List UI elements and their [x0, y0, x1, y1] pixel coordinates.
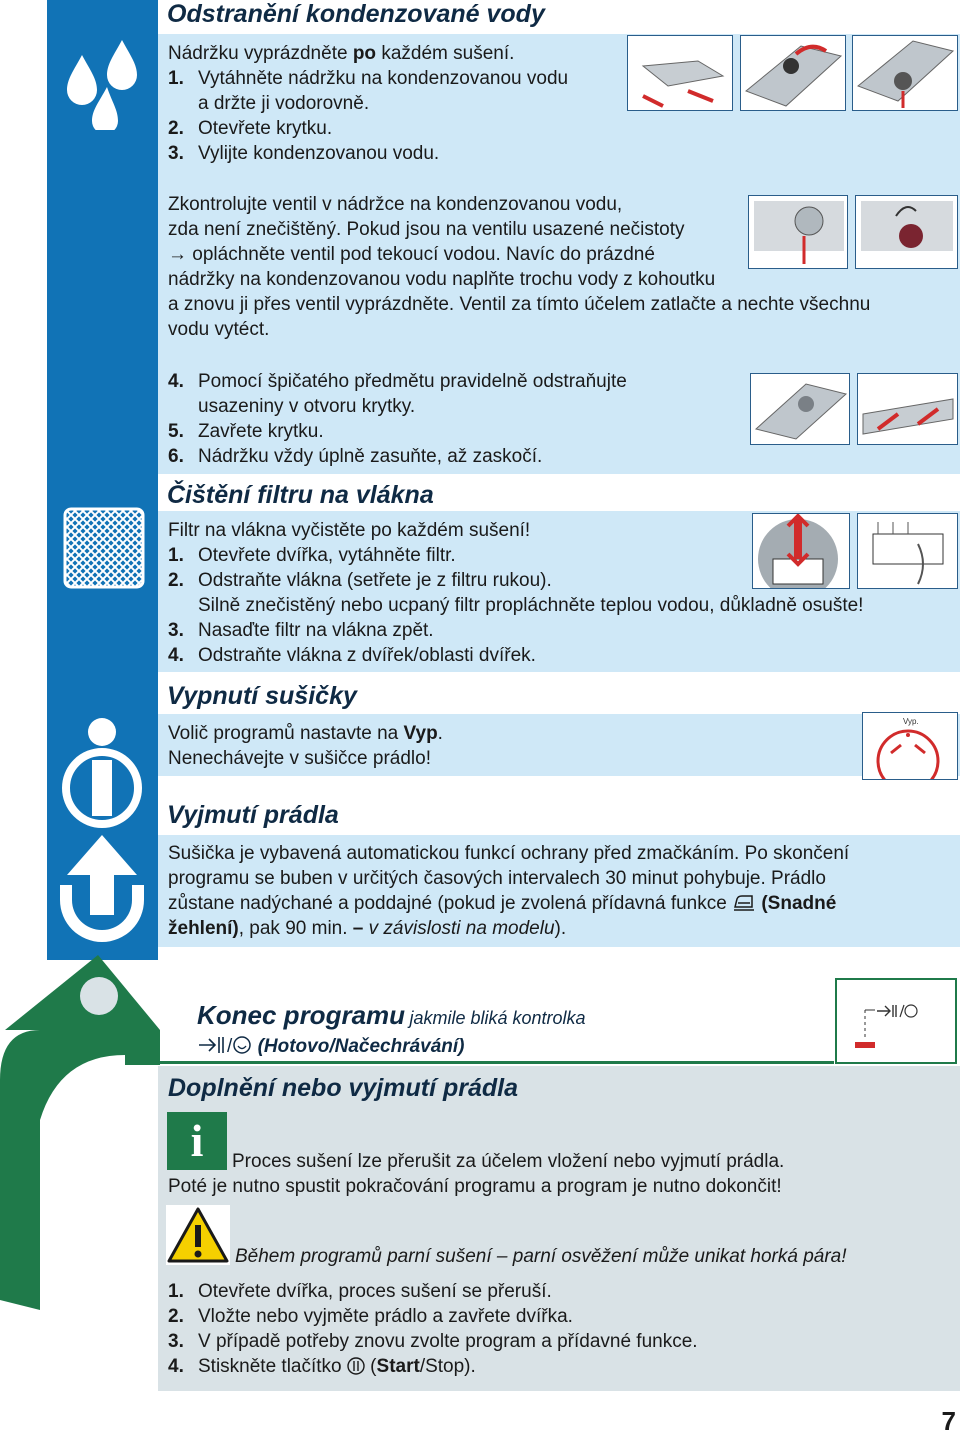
- step: 4. Stiskněte tlačítko (Start/Stop).: [168, 1356, 476, 1377]
- step: 6. Nádržku vždy úplně zasuňte, až zaskočí.: [168, 446, 543, 467]
- step: Silně znečistěný nebo ucpaný filtr propláchněte teplou vodou, důkladně osušte!: [198, 595, 864, 616]
- page-number: 7: [941, 1406, 956, 1436]
- section-title-add-remove: Doplnění nebo vyjmutí prádla: [168, 1074, 519, 1102]
- dial-off-label: Vyp.: [903, 717, 919, 726]
- steps-list-2: [168, 369, 627, 469]
- step: 4. Pomocí špičatého předmětu pravidelně odstraňujte: [168, 371, 627, 392]
- filter-pull-illustration: [752, 513, 850, 589]
- section-title-unload: Vyjmutí prádla: [167, 801, 339, 829]
- valve-press-illustration: [855, 195, 958, 269]
- step: 1. Vytáhněte nádržku na kondenzovanou vodu: [168, 68, 569, 89]
- valve-check-illustration: [748, 195, 848, 269]
- program-end-underline: [158, 1061, 834, 1064]
- program-end-subtitle: / (Hotovo/Načechrávání): [197, 1034, 465, 1058]
- info-box-icon: i: [167, 1112, 227, 1170]
- program-end-heading: Konec programu jakmile bliká kontrolka: [197, 1000, 586, 1030]
- unload-arrow-icon: [52, 830, 152, 945]
- program-dial-illustration: [862, 712, 958, 780]
- lint-filter-icon: [63, 507, 145, 589]
- lid-clean-illustration: [750, 373, 850, 445]
- section-title-lint-filter: Čištění filtru na vlákna: [167, 481, 434, 509]
- tank-open-lid-illustration: [740, 35, 846, 111]
- info-line-2: Poté je nutno spustit pokračování programu a program je nutno dokončit!: [168, 1176, 782, 1197]
- check-paragraph: Zkontrolujte ventil v nádržce na kondenzovanou vodu, zda není znečištěný. Pokud jsou na ventilu usazené nečistoty → opláchněte ventil pod tekoucí vodou. Navíc do prázdné nádržky na kondenzovanou vodu naplňte trochu vody z kohoutku a znovu ji přes ventil vyprázdněte. Ventil za tímto účelem zatlačte a nechte všechnu vodu vytéct.: [168, 194, 871, 340]
- add-remove-steps: [168, 1279, 698, 1379]
- step: 4. Odstraňte vlákna z dvířek/oblasti dvířek.: [168, 645, 536, 666]
- info-line-1: Proces sušení lze přerušit za účelem vložení nebo vyjmutí prádla.: [232, 1151, 785, 1172]
- step: 1. Otevřete dvířka, proces sušení se přeruší.: [168, 1281, 552, 1302]
- lint-filter-steps: Filtr na vlákna vyčistěte po každém sušení! 1. Otevřete dvířka, vytáhněte filtr. 2. Odstraňte vlákna (setřete je z filtru rukou). Silně znečistěný nebo ucpaný filtr propláchněte teplou vodou, důkladně osušte! 3. Nasaďte filtr na vlákna zpět. 4. Odstraňte vlákna z dvířek/oblasti dvířek.: [168, 520, 864, 666]
- iron-icon: [732, 893, 756, 911]
- button-icon: [78, 975, 120, 1017]
- step: 2. Otevřete krytku.: [168, 118, 333, 139]
- warning-text: Během programů parní sušení – parní osvěžení může unikat horká pára!: [235, 1246, 847, 1267]
- end-indicator-panel: [835, 978, 957, 1064]
- section-title-condensed-water: Odstranění kondenzované vody: [167, 0, 545, 28]
- water-drops-icon: [62, 35, 142, 130]
- done-indicator-icon: [197, 1034, 227, 1056]
- step: a držte ji vodorovně.: [198, 93, 370, 114]
- step: 5. Zavřete krytku.: [168, 421, 324, 442]
- step: 3. Nasaďte filtr na vlákna zpět.: [168, 620, 434, 641]
- switch-off-text: Volič programů nastavte na Vyp. Nenechávejte v sušičce prádlo!: [168, 723, 443, 769]
- tank-pour-illustration: [852, 35, 958, 111]
- info-circle-icon: [62, 715, 146, 830]
- step: usazeniny v otvoru krytky.: [198, 396, 416, 417]
- step: 1. Otevřete dvířka, vytáhněte filtr.: [168, 545, 456, 566]
- unload-text: Sušička je vybavená automatickou funkcí ochrany před zmačkáním. Po skončení programu se buben v určitých časových intervalech 30 minut pohybuje. Prádlo zůstane nadýchané a poddajné (pokud je zvolená přídavná funkce (Snadné žehlení), pak 90 min. – v závislosti na modelu).: [168, 843, 850, 939]
- step: 2. Odstraňte vlákna (setřete je z filtru rukou).: [168, 570, 552, 591]
- step: 2. Vložte nebo vyjměte prádlo a zavřete dvířka.: [168, 1306, 573, 1327]
- section-title-switch-off: Vypnutí sušičky: [167, 682, 357, 710]
- start-button-icon: [347, 1356, 365, 1376]
- filter-clean-illustration: [857, 513, 958, 589]
- tank-pull-illustration: [627, 35, 733, 111]
- warning-triangle-icon: [166, 1205, 230, 1265]
- steps-list: [168, 66, 568, 166]
- section-title-program-end: Konec programu: [197, 1000, 406, 1030]
- step: 3. V případě potřeby znovu zvolte program a přídavné funkce.: [168, 1331, 698, 1352]
- tank-insert-illustration: [857, 373, 958, 445]
- fluff-indicator-icon: [232, 1035, 252, 1055]
- intro-line: Nádržku vyprázdněte po každém sušení.: [168, 43, 515, 64]
- step: 3. Vylijte kondenzovanou vodu.: [168, 143, 440, 164]
